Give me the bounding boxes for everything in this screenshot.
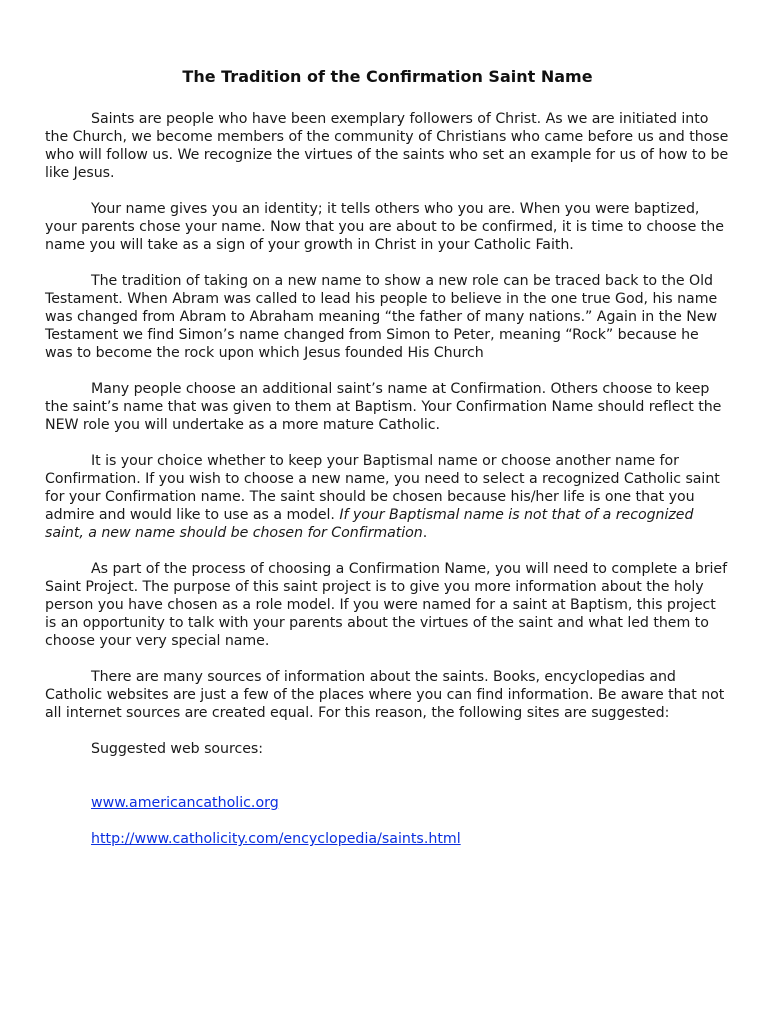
link-catholicity-encyclopedia[interactable]: http://www.catholicity.com/encyclopedia/saints.html	[91, 831, 461, 847]
link-americancatholic[interactable]: www.americancatholic.org	[91, 795, 279, 811]
suggested-sources-label: Suggested web sources:	[91, 741, 263, 757]
paragraph-additional-name: Many people choose an additional saint’s name at Confirmation. Others choose to keep the saint’s name that was given to them at Baptism. Your Confirmation Name should reflect the NEW role you will undertake as a more mature Catholic.	[45, 381, 722, 433]
paragraph-choice-italic-note: If your Baptismal name is not that of a recognized saint, a new name should be chosen for Confirmation	[45, 507, 694, 541]
paragraph-choice-end: .	[422, 525, 428, 541]
paragraph-choice-text: It is your choice whether to keep your Baptismal name or choose another name for Confirmation. If you wish to choose a new name, you need to select a recognized Catholic saint for your Confirmation name. The saint should be chosen because his/her life is one that you admire and would like to use as a model.	[45, 453, 720, 523]
document-page	[45, 66, 730, 866]
paragraph-saint-project: As part of the process of choosing a Confirmation Name, you will need to complete a brief Saint Project. The purpose of this saint project is to give you more information about the holy person you have chosen as a role model. If you were named for a saint at Baptism, this project is an opportunity to talk with your parents about the virtues of the saint and what led them to choose your very special name.	[45, 561, 728, 649]
document-title: The Tradition of the Confirmation Saint Name	[182, 67, 593, 86]
paragraph-name-identity: Your name gives you an identity; it tells others who you are. When you were baptized, your parents chose your name. Now that you are about to be confirmed, it is time to choose the name you will take as a sign of your growth in Christ in your Catholic Faith.	[45, 201, 724, 253]
paragraph-choice	[45, 452, 730, 542]
suggested-links-list	[45, 794, 730, 848]
paragraph-saints-intro: Saints are people who have been exemplary followers of Christ. As we are initiated into the Church, we become members of the community of Christians who came before us and those who will follow us. We recognize the virtues of the saints who set an example for us of how to be like Jesus.	[45, 111, 729, 181]
paragraph-new-name-tradition: The tradition of taking on a new name to show a new role can be traced back to the Old Testament. When Abram was called to lead his people to believe in the one true God, his name was changed from Abram to Abraham meaning “the father of many nations.” Again in the New Testament we find Simon’s name changed from Simon to Peter, meaning “Rock” because he was to become the rock upon which Jesus founded His Church	[45, 273, 718, 361]
paragraph-information-sources: There are many sources of information about the saints. Books, encyclopedias and Catholic websites are just a few of the places where you can find information. Be aware that not all internet sources are created equal. For this reason, the following sites are suggested:	[45, 669, 725, 721]
